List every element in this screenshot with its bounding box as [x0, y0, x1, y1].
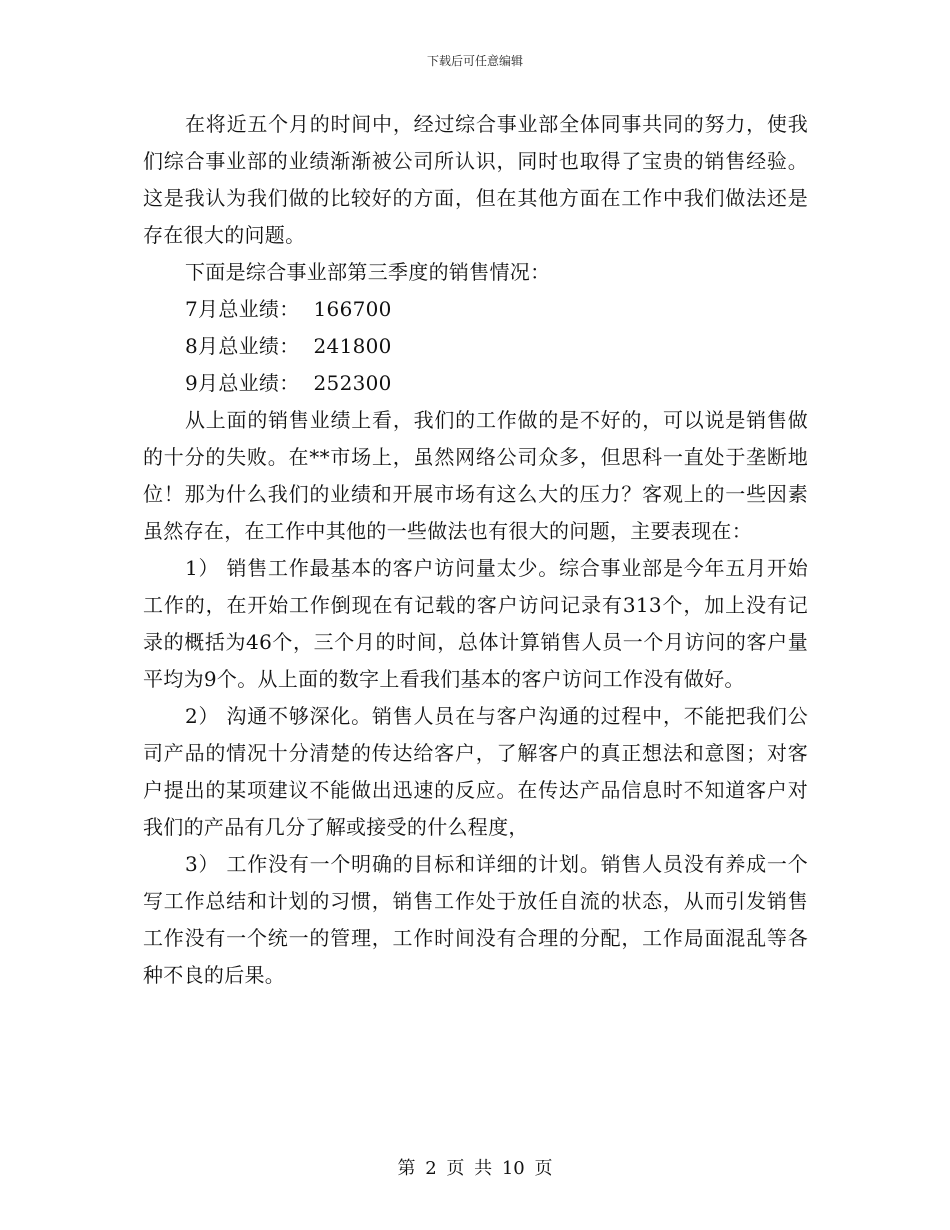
- sales-amount: 166700: [313, 297, 392, 321]
- page-number: 第 2 页 共 10 页: [397, 1158, 553, 1179]
- sales-label: 9月总业绩：: [185, 371, 300, 395]
- sales-label: 8月总业绩：: [185, 334, 300, 358]
- intro-paragraph: 在将近五个月的时间中，经过综合事业部全体同事共同的努力，使我们综合事业部的业绩渐渐被公司所认识，同时也取得了宝贵的销售经验。这是我认为我们做的比较好的方面，但在其他方面在工作中我们做法还是存在很大的问题。: [143, 112, 808, 247]
- sales-amount: 252300: [313, 371, 392, 395]
- point-2-paragraph: 2） 沟通不够深化。销售人员在与客户沟通的过程中，不能把我们公司产品的情况十分清楚的传达给客户，了解客户的真正想法和意图；对客户提出的某项建议不能做出迅速的反应。在传达产品信息时不知道客户对我们的产品有几分了解或接受的什么程度，: [143, 704, 808, 839]
- document-body: [143, 106, 808, 994]
- page-header: 下载后可任意编辑: [426, 54, 523, 68]
- sales-row-july: [143, 291, 808, 328]
- analysis-paragraph: 从上面的销售业绩上看，我们的工作做的是不好的，可以说是销售做的十分的失败。在**市场上，虽然网络公司众多，但思科一直处于垄断地位！那为什么我们的业绩和开展市场有这么大的压力？客观上的一些因素虽然存在，在工作中其他的一些做法也有很大的问题，主要表现在：: [143, 408, 808, 543]
- point-1-paragraph: 1） 销售工作最基本的客户访问量太少。综合事业部是今年五月开始工作的，在开始工作倒现在有记载的客户访问记录有313个，加上没有记录的概括为46个，三个月的时间，总体计算销售人员一个月访问的客户量平均为9个。从上面的数字上看我们基本的客户访问工作没有做好。: [143, 556, 808, 691]
- sales-label: 7月总业绩：: [185, 297, 300, 321]
- point-3-paragraph: 3） 工作没有一个明确的目标和详细的计划。销售人员没有养成一个写工作总结和计划的习惯，销售工作处于放任自流的状态，从而引发销售工作没有一个统一的管理，工作时间没有合理的分配，工作局面混乱等各种不良的后果。: [143, 852, 808, 987]
- sales-row-september: [143, 365, 808, 402]
- sales-row-august: [143, 328, 808, 365]
- sales-amount: 241800: [313, 334, 392, 358]
- sales-heading: 下面是综合事业部第三季度的销售情况：: [185, 260, 551, 284]
